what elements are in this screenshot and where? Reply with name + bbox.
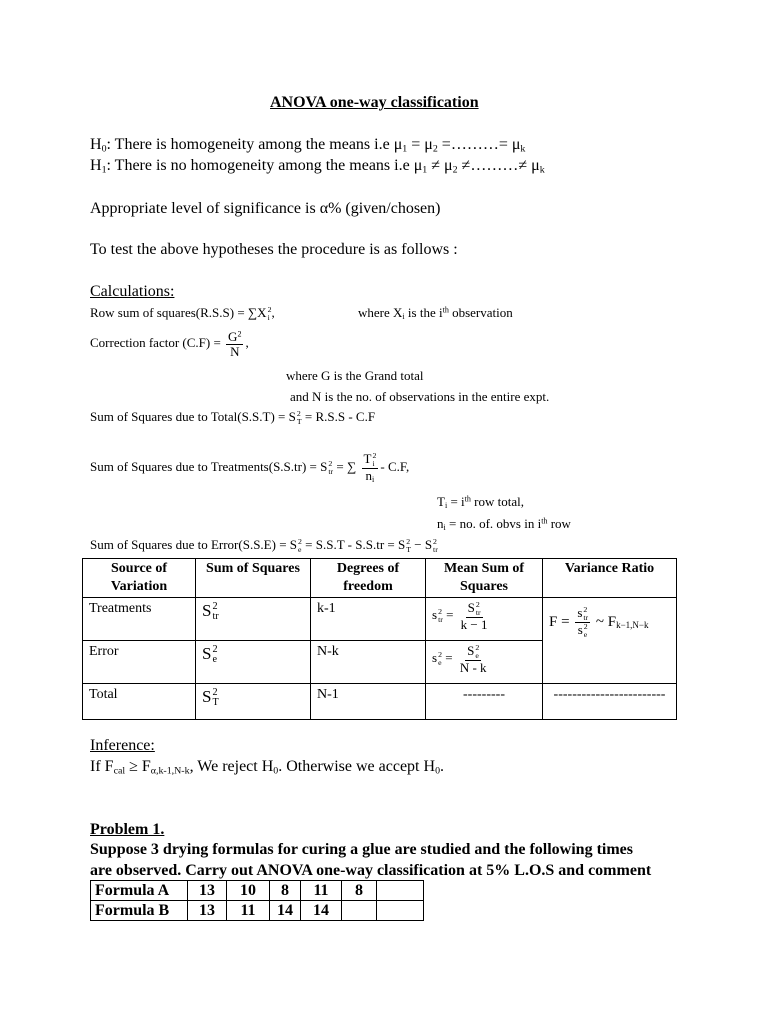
ss-indices	[212, 645, 217, 665]
ti-b: = i	[447, 494, 465, 509]
formula-data-table	[90, 880, 424, 921]
procedure-intro: To test the above hypotheses the procedure is as follows :	[90, 241, 458, 258]
cf-comma: ,	[245, 335, 249, 351]
vr-numerator	[575, 606, 590, 623]
vr-den: s	[577, 621, 583, 637]
cf-den: N	[230, 343, 240, 359]
row-label: Formula B	[91, 901, 188, 921]
ss-indices	[212, 688, 218, 708]
ss-sub: tr	[212, 611, 219, 623]
sst-formula	[90, 409, 375, 426]
ms-numerator	[465, 644, 481, 661]
ms-den: k − 1	[460, 616, 488, 632]
data-cell: 10	[227, 881, 270, 901]
ms-num-sub: tr	[475, 608, 481, 618]
table-row	[91, 901, 424, 921]
sst-lhs: Sum of Squares due to Total(S.S.T) = S	[90, 409, 296, 424]
h1-tail: ≠………≠ μ	[457, 157, 540, 174]
ss-sup: 2	[212, 600, 218, 612]
h1-sub-k: k	[539, 164, 545, 176]
h0-sub-1: 1	[402, 143, 408, 155]
problem-text-line-1: Suppose 3 drying formulas for curing a glue are studied and the following times	[90, 841, 634, 858]
sstr-rhs: - C.F,	[380, 459, 410, 475]
vr-den-sup: 2	[583, 622, 588, 632]
rss-where-mid: is the i	[404, 305, 443, 320]
data-cell: 8	[270, 881, 301, 901]
ss-indices	[212, 602, 218, 622]
variance-ratio-cell	[543, 598, 677, 684]
h1-label: H	[90, 157, 102, 174]
ms-num: S	[467, 643, 475, 658]
ms-fraction	[458, 644, 489, 674]
ms-lhs-sup: 2	[438, 607, 442, 617]
ms-lhs-indices	[438, 608, 443, 624]
ms-num-indices	[476, 601, 481, 617]
col-header-ss: Sum of Squares	[196, 559, 311, 598]
ms-cell: ---------	[426, 684, 543, 720]
sstr-denominator	[364, 469, 377, 484]
inference-b: ≥ F	[125, 758, 151, 775]
ms-lhs-sub: e	[438, 658, 442, 668]
sstr-num-indices	[372, 452, 376, 468]
ss-cell	[196, 598, 311, 641]
inference-c: , We reject H	[189, 758, 274, 775]
df-cell: N-1	[311, 684, 426, 720]
data-cell: 13	[188, 881, 227, 901]
ss-symbol: S	[202, 601, 212, 620]
rss-where-text: where X	[358, 305, 403, 320]
inference-e: .	[440, 758, 445, 775]
cf-num: G	[228, 329, 238, 344]
rss-where-end: observation	[448, 305, 513, 320]
ti-a-sub: i	[444, 501, 448, 510]
vr-cell: ------------------------	[543, 684, 677, 720]
sstr-num-sub: i	[372, 459, 375, 469]
data-cell	[377, 901, 424, 921]
table-row	[91, 881, 424, 901]
ms-lhs-indices	[438, 651, 442, 667]
inference-c-sub: 0	[273, 765, 279, 777]
sse-mid: = S.S.T - S.S.tr = S	[301, 537, 406, 552]
ss-cell	[196, 641, 311, 684]
ni-definition	[437, 516, 571, 532]
inference-a: If F	[90, 758, 114, 775]
ss-symbol: S	[202, 644, 212, 663]
h0-label-sub: 0	[101, 143, 107, 155]
data-cell	[377, 881, 424, 901]
ms-cell: s 2 tr = S 2 tr k − 1	[426, 598, 543, 641]
sse-minus: − S	[410, 537, 433, 552]
where-grand-total: where G is the Grand total	[286, 368, 424, 383]
data-cell: 14	[270, 901, 301, 921]
sstr-den: n	[365, 467, 373, 483]
sst-rhs: = R.S.S - C.F	[301, 409, 376, 424]
data-cell: 14	[301, 901, 342, 921]
and-n-observations: and N is the no. of observations in the entire expt.	[290, 389, 550, 404]
ti-c: row total,	[470, 494, 524, 509]
table-row	[83, 684, 677, 720]
vr-denominator	[576, 623, 590, 639]
col-header-vr: Variance Ratio	[543, 559, 677, 598]
ms-lhs: s	[432, 607, 438, 623]
source-cell: Total	[83, 684, 196, 720]
inference-rule	[90, 758, 444, 776]
sse-lhs: Sum of Squares due to Error(S.S.E) = S	[90, 537, 298, 552]
ss-cell	[196, 684, 311, 720]
vr-rhs-sub: k−1,N−k	[616, 620, 649, 630]
cf-formula	[90, 330, 249, 358]
ss-sup: 2	[212, 686, 218, 698]
df-cell: k-1	[311, 598, 426, 641]
inference-d: . Otherwise we accept H	[278, 758, 436, 775]
col-header-ms: Mean Sum of Squares	[426, 559, 543, 598]
ms-den: N - k	[459, 659, 487, 675]
sst-sup: 2	[296, 409, 301, 419]
sse-sup-2: 2	[406, 537, 411, 547]
ni-b-sup: th	[541, 516, 548, 526]
sstr-num-sup: 2	[372, 451, 377, 461]
ni-b: = no. of. obvs in i	[445, 516, 542, 531]
ti-a: T	[437, 494, 445, 509]
vr-fraction	[575, 606, 590, 639]
ss-sub: e	[212, 654, 217, 666]
sstr-num: T	[363, 451, 372, 466]
vr-num: s	[577, 605, 583, 620]
sstr-den-sub: i	[372, 474, 375, 484]
ni-a-sub: i	[443, 523, 446, 532]
alternative-hypothesis	[90, 157, 545, 175]
rss-where-sub: i	[402, 312, 405, 321]
page-title: ANOVA one-way classification	[270, 94, 479, 111]
rss-formula	[90, 305, 275, 322]
sstr-lhs: Sum of Squares due to Treatments(S.S.tr) = S	[90, 459, 328, 475]
h1-sub-1: 1	[422, 164, 428, 176]
ms-num-sub: e	[475, 651, 479, 661]
rss-sub: i	[267, 313, 270, 323]
col-header-df: Degrees of freedom	[311, 559, 426, 598]
ms-lhs: s	[432, 650, 438, 666]
cf-num-sup: 2	[237, 329, 242, 339]
inference-a-sub: cal	[113, 765, 126, 777]
cf-fraction	[226, 330, 243, 358]
source-cell: Treatments	[83, 598, 196, 641]
sse-sup: 2	[298, 537, 302, 547]
data-cell: 11	[301, 881, 342, 901]
vr-den-sub: e	[583, 629, 588, 639]
problem-text-line-2: are observed. Carry out ANOVA one-way classification at 5% L.O.S and comment	[90, 862, 652, 879]
h0-text: : There is homogeneity among the means i.e μ	[106, 136, 403, 153]
h1-neq: ≠ μ	[427, 157, 453, 174]
calculations-heading: Calculations:	[90, 283, 175, 300]
data-cell: 11	[227, 901, 270, 921]
sse-sup-3: 2	[433, 537, 437, 547]
ms-cell: s 2 e = S 2 e N - k	[426, 641, 543, 684]
ss-sub: T	[212, 697, 219, 709]
ms-num-sup: 2	[475, 643, 480, 653]
inference-b-sub: α,k-1,N-k	[150, 765, 190, 777]
rss-lhs: Row sum of squares(R.S.S) = ∑X	[90, 305, 267, 320]
h0-sub-2: 2	[432, 143, 438, 155]
significance-level: Appropriate level of significance is α% (given/chosen)	[90, 200, 441, 217]
vr-rhs: ~ F	[595, 613, 617, 630]
col-header-source: Source of Variation	[83, 559, 196, 598]
h0-label: H	[90, 136, 102, 153]
sse-sub-2: T	[406, 545, 411, 555]
df-cell: N-k	[311, 641, 426, 684]
rss-where	[358, 305, 513, 321]
sstr-sum: = ∑	[333, 459, 357, 475]
sse-sub: e	[298, 545, 302, 555]
ti-b-sup: th	[464, 494, 471, 504]
inference-heading: Inference:	[90, 737, 155, 754]
h1-sub-2: 2	[452, 164, 458, 176]
cf-lhs: Correction factor (C.F) =	[90, 335, 221, 351]
sse-sub-3: tr	[433, 545, 438, 555]
data-cell	[342, 901, 377, 921]
vr-den-indices	[584, 623, 588, 639]
ni-a: n	[437, 516, 444, 531]
sstr-numerator	[362, 452, 379, 469]
ss-symbol: S	[202, 687, 212, 706]
rss-where-sup: th	[442, 305, 449, 315]
sstr-fraction	[362, 452, 379, 484]
vr-lhs: F =	[549, 613, 570, 630]
vr-num-indices	[583, 606, 588, 622]
row-label: Formula A	[91, 881, 188, 901]
sstr-sub: tr	[328, 467, 334, 477]
h0-sub-k: k	[520, 143, 526, 155]
sse-formula	[90, 537, 438, 554]
ms-numerator	[466, 601, 483, 618]
inference-d-sub: 0	[435, 765, 441, 777]
h0-eq: = μ	[407, 136, 433, 153]
rss-sup: 2	[267, 305, 272, 315]
ms-num-indices	[475, 644, 479, 660]
ss-sup: 2	[212, 643, 218, 655]
null-hypothesis	[90, 136, 525, 154]
ms-lhs-sup: 2	[438, 650, 442, 660]
ti-definition	[437, 494, 524, 510]
sse-indices-3	[433, 538, 438, 554]
ms-fraction	[459, 601, 490, 631]
source-cell: Error	[83, 641, 196, 684]
h1-text: : There is no homogeneity among the means i.e μ	[106, 157, 423, 174]
table-row	[83, 598, 677, 641]
anova-table	[82, 558, 677, 720]
rss-comma: ,	[271, 305, 275, 320]
sstr-sup: 2	[328, 459, 333, 469]
ms-lhs-sub: tr	[438, 615, 443, 625]
h1-label-sub: 1	[101, 164, 107, 176]
ms-num: S	[467, 600, 475, 615]
ms-num-sup: 2	[475, 600, 480, 610]
anova-header-row	[83, 559, 677, 598]
ni-c: row	[547, 516, 571, 531]
data-cell: 13	[188, 901, 227, 921]
vr-num-sup: 2	[583, 605, 588, 615]
data-cell: 8	[342, 881, 377, 901]
vr-num-sub: tr	[583, 613, 589, 623]
sst-sub: T	[296, 417, 302, 427]
problem-heading: Problem 1.	[90, 821, 165, 838]
cf-numerator	[226, 330, 243, 345]
sstr-formula	[90, 452, 409, 484]
h0-tail: =………= μ	[437, 136, 521, 153]
